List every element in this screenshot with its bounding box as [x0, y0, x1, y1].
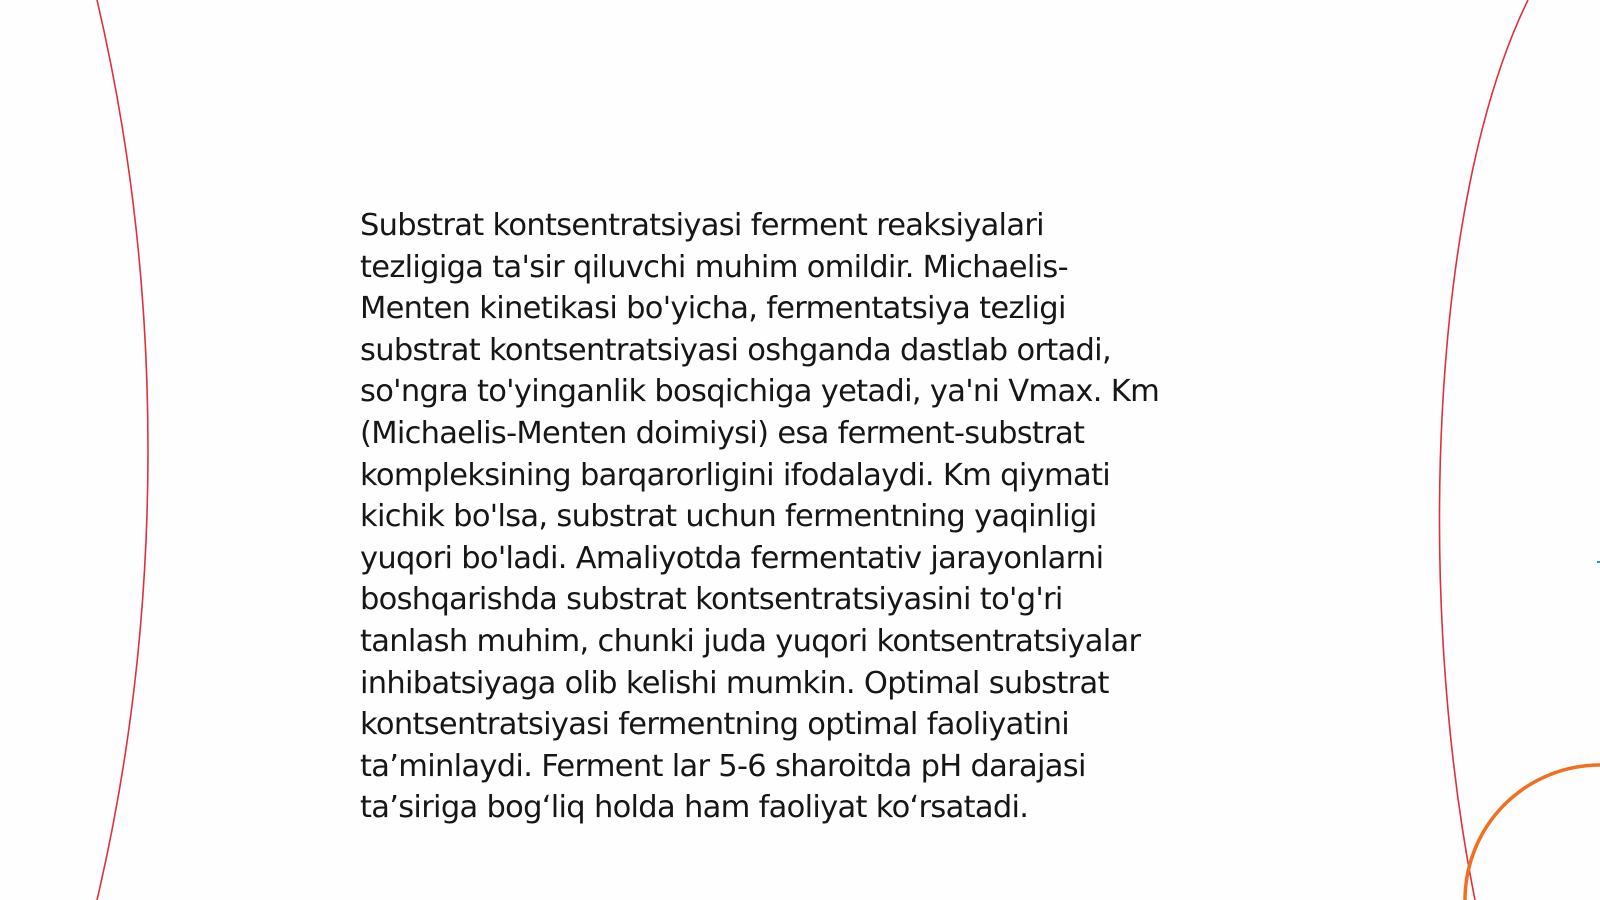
right-red-curve: [1439, 0, 1528, 900]
orange-circle-outline: [1465, 765, 1600, 900]
left-red-curve: [97, 0, 148, 900]
slide-body-text: Substrat kontsentratsiyasi ferment reaksiyalari tezligiga ta'sir qiluvchi muhim omildir. Michaelis- Menten kinetikasi bo'yicha, fermentatsiya tezligi substrat kontsentratsiyasi oshganda dastlab ortadi, so'ngra to'yinganlik bosqichiga yetadi, ya'ni Vmax. Km (Michaelis-Menten doimiysi) esa ferment-substrat kompleksining barqarorligini ifodalaydi. Km qiymati kichik bo'lsa, substrat uchun fermentning yaqinligi yuqori bo'ladi. Amaliyotda fermentativ jarayonlarni boshqarishda substrat kontsentratsiyasini to'g'ri tanlash muhim, chunki juda yuqori kontsentratsiyalar inhibatsiyaga olib kelishi mumkin. Optimal substrat kontsentratsiyasi fermentning optimal faoliyatini ta’minlaydi. Ferment lar 5-6 sharoitda pH darajasi ta’siriga bog‘liq holda ham faoliyat ko‘rsatadi.: [360, 208, 1160, 826]
